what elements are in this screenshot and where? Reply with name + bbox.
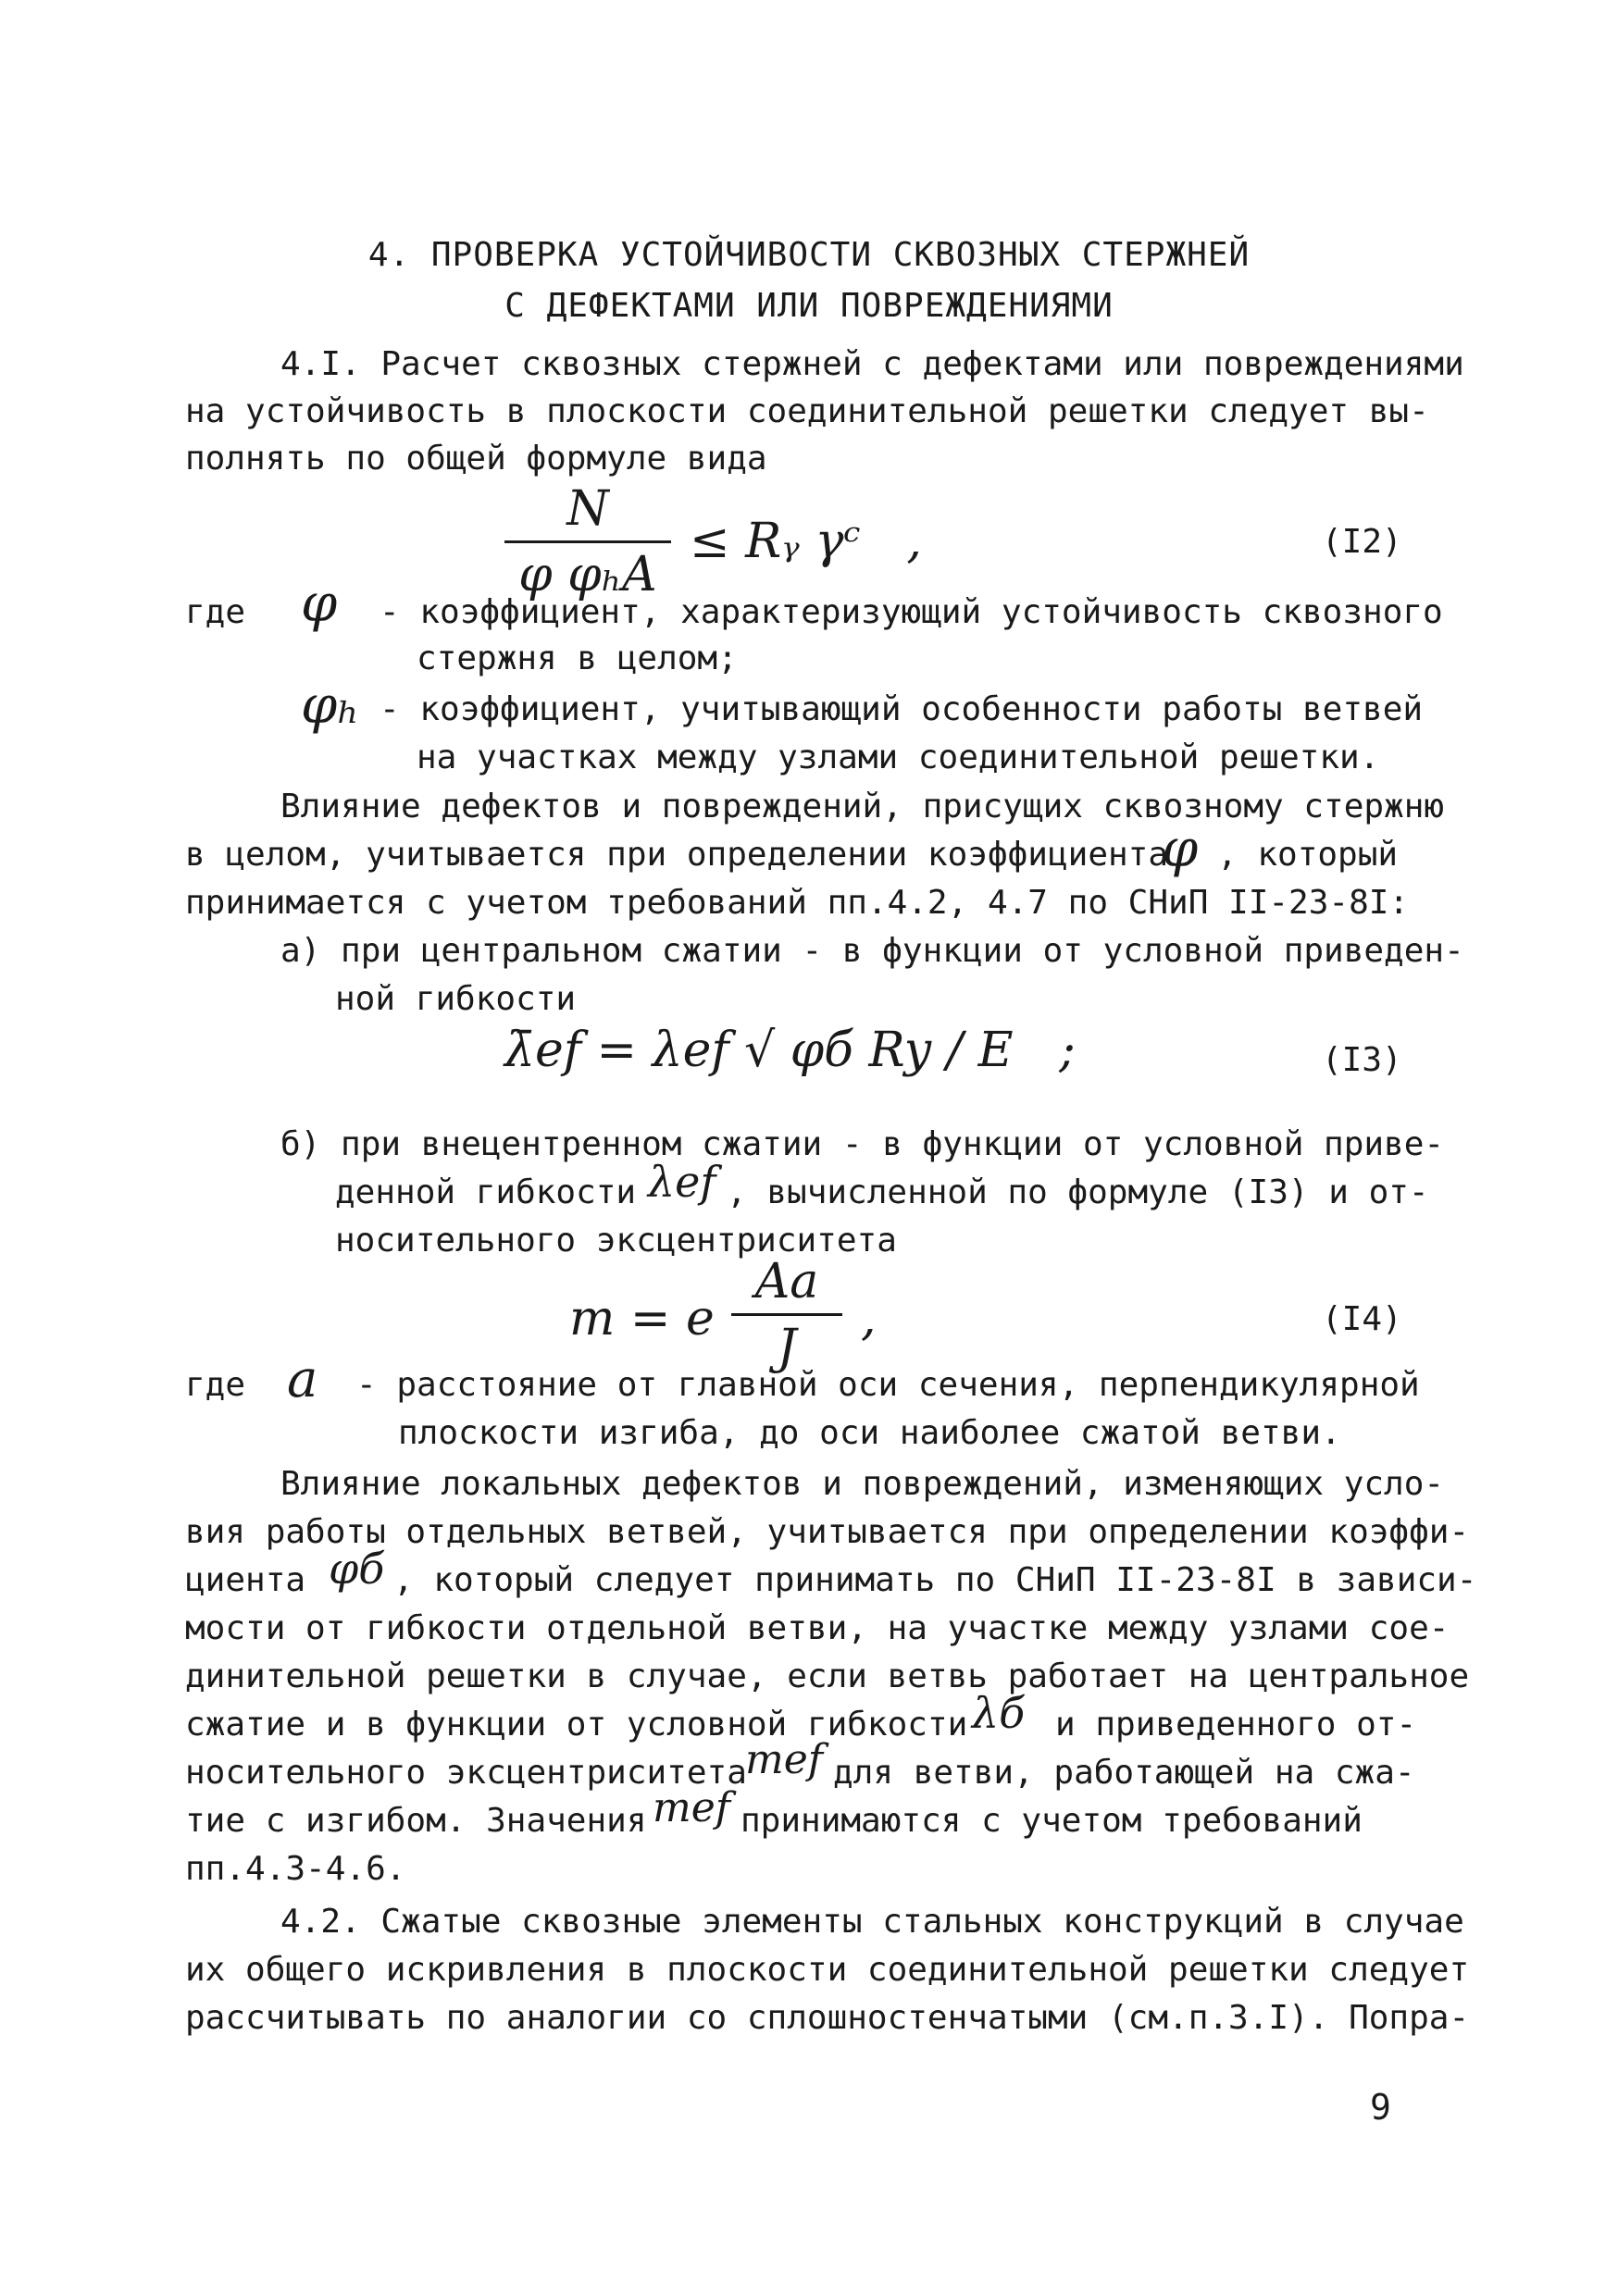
eq12-numerator: N xyxy=(566,481,609,537)
local-line8b: принимаются с учетом требований xyxy=(741,1802,1363,1840)
local-mef-2: mef xyxy=(653,1784,731,1831)
influence-line3: принимается с учетом требований пп.4.2, 4.7 по СНиП II-23-8I: xyxy=(185,884,1410,922)
where2-line2: плоскости изгиба, до оси наиболее сжатой ветви. xyxy=(398,1414,1341,1452)
local-phib: φб xyxy=(329,1544,385,1594)
influence-line2-phi: φ xyxy=(1162,819,1199,879)
eq12-fraction xyxy=(504,481,671,602)
item-b-line3: носительного эксцентриситета xyxy=(335,1222,897,1260)
where1-phib-line1: - коэффициент, учитывающий особенности работы ветвей xyxy=(380,690,1424,728)
local-line7a: носительного эксцентриситета xyxy=(185,1754,747,1792)
influence-line1: Влияние дефектов и повреждений, присущих сквозному стержню xyxy=(280,788,1445,825)
para41-line1: 4.I. Расчет сквозных стержней с дефектами или повреждениями xyxy=(280,345,1464,383)
where1-phib: φₕ xyxy=(301,676,360,736)
section-title-line2: С ДЕФЕКТАМИ ИЛИ ПОВРЕЖДЕНИЯМИ xyxy=(504,287,1114,325)
eq13-expression: λ̄ef = λef √ φб Ry / E ; xyxy=(504,1023,1076,1078)
section-title-line1: 4. ПРОВЕРКА УСТОЙЧИВОСТИ СКВОЗНЫХ СТЕРЖНЕЙ xyxy=(367,236,1251,274)
item-a-line2: ной гибкости xyxy=(335,980,577,1018)
eq14-label: (I4) xyxy=(1322,1300,1402,1338)
item-b-line2b: , вычисленной по формуле (I3) и от- xyxy=(727,1173,1429,1211)
local-line6a: сжатие и в функции от условной гибкости xyxy=(185,1706,968,1744)
eq14-comma: , xyxy=(861,1291,877,1347)
para42-line3: рассчитывать по аналогии со сплошностенчатыми (см.п.3.I). Попра- xyxy=(185,1999,1470,2037)
influence-line2a: в целом, учитывается при определении коэффициента xyxy=(185,836,1169,874)
item-b-line1: б) при внецентренном сжатии - в функции от условной приве- xyxy=(280,1125,1445,1163)
local-line7b: для ветви, работающей на сжа- xyxy=(833,1754,1415,1792)
eq14-lhs: m = e xyxy=(569,1291,715,1347)
eq14-fraction-bar xyxy=(731,1313,842,1316)
eq12-rhs: ≤ Rᵧ γᶜ , xyxy=(690,514,922,569)
local-line4: мости от гибкости отдельной ветви, на участке между узлами сое- xyxy=(185,1609,1450,1647)
influence-line2b: , который xyxy=(1217,836,1399,874)
where2-a: a xyxy=(287,1349,318,1409)
item-b-line2a: денной гибкости xyxy=(335,1173,637,1211)
where2-gde: где xyxy=(185,1366,246,1404)
eq12-denominator: φ φₕA xyxy=(518,547,657,602)
item-a-line1: а) при центральном сжатии - в функции от условной приведен- xyxy=(280,932,1464,970)
where2-line1: - расстояние от главной оси сечения, перпендикулярной xyxy=(356,1366,1420,1404)
page-number: 9 xyxy=(1370,2087,1391,2128)
local-line1: Влияние локальных дефектов и повреждений, изменяющих усло- xyxy=(280,1465,1445,1503)
local-line5: динительной решетки в случае, если ветвь работает на центральное xyxy=(185,1657,1470,1695)
where1-phib-line2: на участках между узлами соединительной решетки. xyxy=(417,738,1380,776)
where1-phi-line2: стержня в целом; xyxy=(417,639,738,677)
eq13-label: (I3) xyxy=(1322,1041,1402,1079)
eq14-denominator: J xyxy=(777,1320,797,1375)
eq12-label: (I2) xyxy=(1322,523,1402,561)
local-line9: пп.4.3-4.6. xyxy=(185,1850,406,1888)
para41-line2: на устойчивость в плоскости соединительной решетки следует вы- xyxy=(185,392,1429,430)
eq14-numerator: Aa xyxy=(754,1254,819,1309)
local-lambdab: λб xyxy=(972,1688,1026,1738)
local-line3a: циента xyxy=(185,1561,306,1599)
para41-line3: полнять по общей формуле вида xyxy=(185,440,767,478)
where1-phi-line1: - коэффициент, характеризующий устойчивость сквозного xyxy=(380,593,1443,631)
para42-line2: их общего искривления в плоскости соединительной решетки следует xyxy=(185,1951,1470,1989)
local-line2: вия работы отдельных ветвей, учитывается при определении коэффи- xyxy=(185,1513,1470,1551)
where1-gde: где xyxy=(185,593,246,631)
para42-line1: 4.2. Сжатые сквозные элементы стальных конструкций в случае xyxy=(280,1903,1464,1941)
local-line6b: и приведенного от- xyxy=(1055,1706,1417,1744)
where1-phi: φ xyxy=(301,574,338,634)
item-b-lambda: λef xyxy=(648,1157,716,1207)
local-mef-1: mef xyxy=(745,1736,824,1783)
local-line3b: , который следует принимать по СНиП II-23-8I в зависи- xyxy=(393,1561,1477,1599)
eq14-fraction xyxy=(731,1254,842,1375)
local-line8a: тие с изгибом. Значения xyxy=(185,1802,647,1840)
eq12-fraction-bar xyxy=(504,540,671,543)
